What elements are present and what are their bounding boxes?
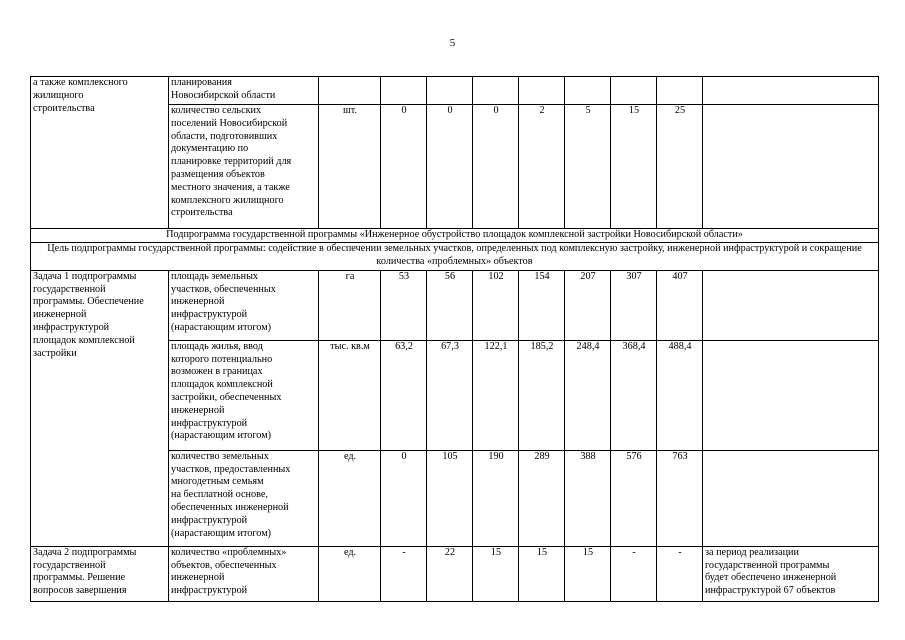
unit-cell: шт. [319, 105, 381, 229]
table-row [31, 242, 879, 270]
table-row [31, 77, 879, 105]
value-cell: 576 [611, 450, 657, 546]
value-cell: 763 [657, 450, 703, 546]
indicators-table [30, 76, 879, 602]
value-cell: 25 [657, 105, 703, 229]
value-cell: - [657, 546, 703, 601]
value-cell: 190 [473, 450, 519, 546]
value-cell: 56 [427, 270, 473, 340]
value-cell [473, 77, 519, 105]
note-cell [703, 340, 879, 450]
value-cell: 15 [565, 546, 611, 601]
value-cell: 63,2 [381, 340, 427, 450]
value-cell: 2 [519, 105, 565, 229]
value-cell: - [381, 546, 427, 601]
value-cell: 5 [565, 105, 611, 229]
indicator-cell: планирования Новосибирской области [169, 77, 319, 105]
note-cell [703, 270, 879, 340]
value-cell: 289 [519, 450, 565, 546]
value-cell: 102 [473, 270, 519, 340]
value-cell [519, 77, 565, 105]
value-cell: 53 [381, 270, 427, 340]
value-cell: 368,4 [611, 340, 657, 450]
table-row [31, 229, 879, 243]
task-cell: Задача 2 подпрограммы государственной программы. Решение вопросов завершения [31, 546, 169, 601]
indicator-cell: количество «проблемных» объектов, обеспеченных инженерной инфраструктурой [169, 546, 319, 601]
task-cell: а также комплексного жилищного строительства [31, 77, 169, 229]
value-cell: 307 [611, 270, 657, 340]
value-cell [427, 77, 473, 105]
indicator-cell: площадь жилья, ввод которого потенциально возможен в границах площадок комплексной застройки, обеспеченных инженерной инфраструктурой (нарастающим итогом) [169, 340, 319, 450]
note-cell: за период реализации государственной программы будет обеспечено инженерной инфраструктурой 67 объектов [703, 546, 879, 601]
value-cell: 0 [427, 105, 473, 229]
note-cell [703, 105, 879, 229]
value-cell: 248,4 [565, 340, 611, 450]
unit-cell: га [319, 270, 381, 340]
value-cell: 207 [565, 270, 611, 340]
value-cell: - [611, 546, 657, 601]
value-cell: 67,3 [427, 340, 473, 450]
note-cell [703, 77, 879, 105]
note-cell [703, 450, 879, 546]
subprogram-goal: Цель подпрограммы государственной программы: содействие в обеспечении земельных участков, определенных под комплексную застройку, инженерной инфраструктурой и сокращение количества «проблемных» объектов [31, 242, 879, 270]
value-cell: 154 [519, 270, 565, 340]
unit-cell: ед. [319, 546, 381, 601]
value-cell: 388 [565, 450, 611, 546]
indicator-cell: количество сельских поселений Новосибирской области, подготовивших документацию по планировке территорий для размещения объектов местного значения, а также комплексного жилищного строительства [169, 105, 319, 229]
value-cell [381, 77, 427, 105]
value-cell [657, 77, 703, 105]
value-cell: 105 [427, 450, 473, 546]
value-cell [565, 77, 611, 105]
unit-cell: ед. [319, 450, 381, 546]
value-cell: 0 [381, 105, 427, 229]
value-cell: 185,2 [519, 340, 565, 450]
indicator-cell: количество земельных участков, предоставленных многодетным семьям на бесплатной основе, обеспеченных инженерной инфраструктурой (нарастающим итогом) [169, 450, 319, 546]
value-cell: 0 [473, 105, 519, 229]
subprogram-title: Подпрограмма государственной программы «Инженерное обустройство площадок комплексной застройки Новосибирской области» [31, 229, 879, 243]
value-cell: 0 [381, 450, 427, 546]
value-cell: 22 [427, 546, 473, 601]
value-cell: 122,1 [473, 340, 519, 450]
table-row [31, 546, 879, 601]
value-cell: 15 [473, 546, 519, 601]
unit-cell [319, 77, 381, 105]
value-cell: 407 [657, 270, 703, 340]
value-cell: 15 [519, 546, 565, 601]
unit-cell: тыс. кв.м [319, 340, 381, 450]
indicator-cell: площадь земельных участков, обеспеченных инженерной инфраструктурой (нарастающим итогом) [169, 270, 319, 340]
page-number: 5 [449, 37, 456, 49]
value-cell: 15 [611, 105, 657, 229]
value-cell: 488,4 [657, 340, 703, 450]
task-cell: Задача 1 подпрограммы государственной программы. Обеспечение инженерной инфраструктурой площадок комплексной застройки [31, 270, 169, 546]
value-cell [611, 77, 657, 105]
table-row [31, 270, 879, 340]
